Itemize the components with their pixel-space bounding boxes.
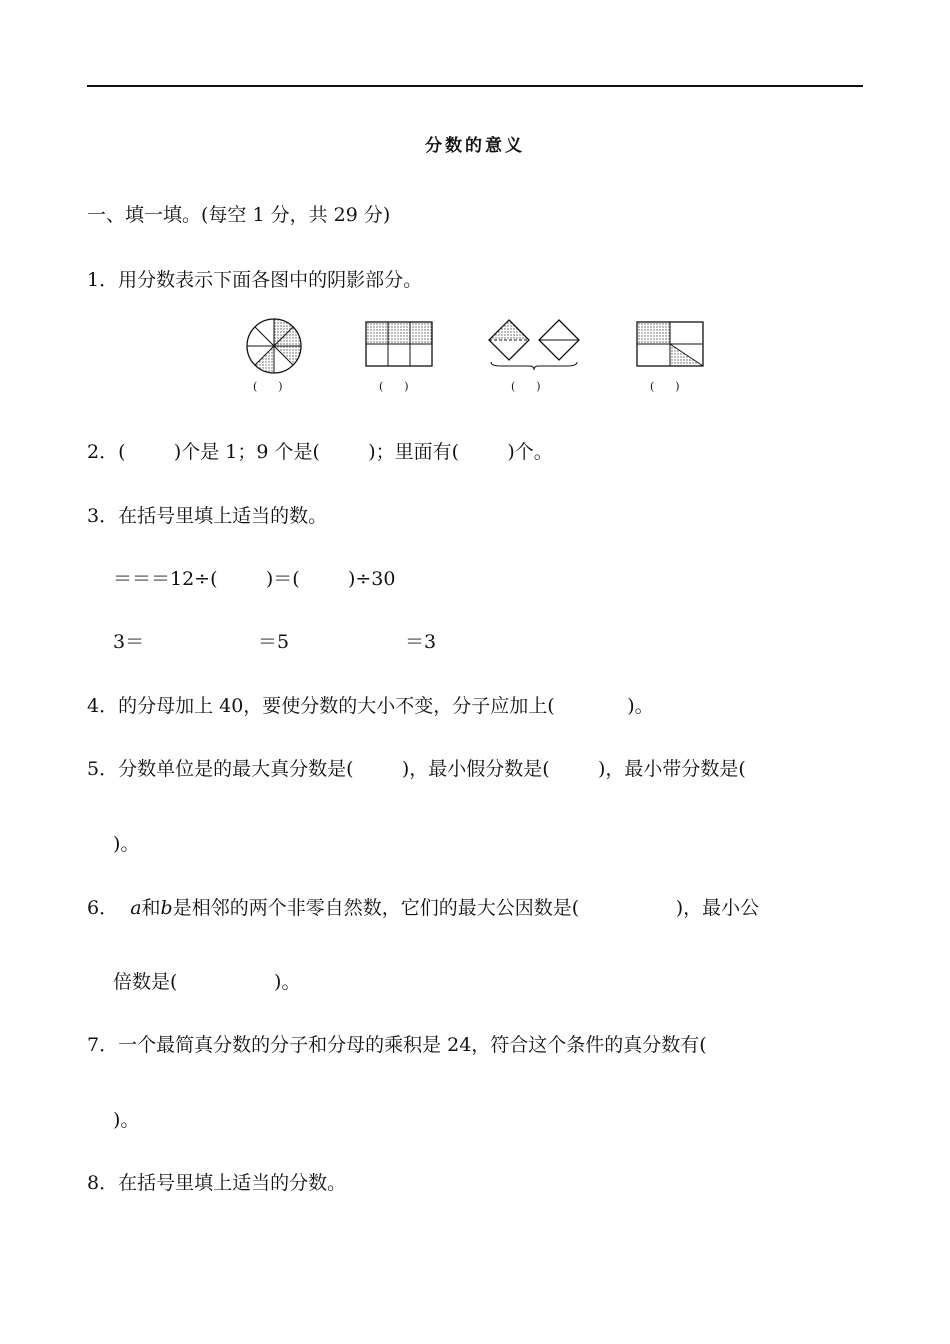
question-6-number: 6．	[87, 897, 119, 919]
question-3-line-1: ＝＝＝12÷( )＝( )÷30	[113, 568, 396, 590]
question-1: 1．用分数表示下面各图中的阴影部分。	[87, 269, 423, 291]
question-6-text: 是相邻的两个非零自然数，它们的最大公因数是( )，最小公	[172, 897, 760, 919]
section-heading: 一、填一填。(每空 1 分，共 29 分)	[87, 204, 391, 226]
question-3-eq-b: ＝5	[258, 631, 290, 653]
figure-4-answer-blank[interactable]: ( )	[650, 380, 680, 393]
figure-2-answer-blank[interactable]: ( )	[379, 380, 409, 393]
question-7: 7．一个最简真分数的分子和分母的乘积是 24，符合这个条件的真分数有(	[87, 1034, 707, 1056]
circle-figure	[244, 316, 304, 376]
question-3-eq-a: 3＝	[113, 631, 145, 653]
question-6	[87, 896, 759, 920]
question-5-continued: )。	[113, 833, 140, 855]
question-7-continued: )。	[113, 1109, 140, 1131]
question-3: 3．在括号里填上适当的数。	[87, 505, 328, 527]
variable-b: b	[160, 897, 173, 919]
split-rectangle-figure	[635, 320, 705, 368]
question-8: 8．在括号里填上适当的分数。	[87, 1172, 347, 1194]
question-3-eq-c: ＝3	[405, 631, 437, 653]
page-title: 分数的意义	[425, 136, 525, 156]
question-2: 2．( )个是 1；9 个是( )；里面有( )个。	[87, 441, 553, 463]
figure-3-answer-blank[interactable]: ( )	[511, 380, 541, 393]
question-5: 5．分数单位是的最大真分数是( )，最小假分数是( )，最小带分数是(	[87, 758, 746, 780]
question-4: 4．的分母加上 40，要使分数的大小不变，分子应加上( )。	[87, 695, 654, 717]
variable-a: a	[130, 897, 142, 919]
question-6-continued: 倍数是( )。	[113, 971, 301, 993]
header-rule	[87, 85, 863, 87]
two-diamonds-figure	[486, 316, 586, 374]
word-and: 和	[141, 897, 161, 919]
figure-1-answer-blank[interactable]: ( )	[253, 380, 283, 393]
grid-rectangle-figure	[364, 320, 434, 368]
